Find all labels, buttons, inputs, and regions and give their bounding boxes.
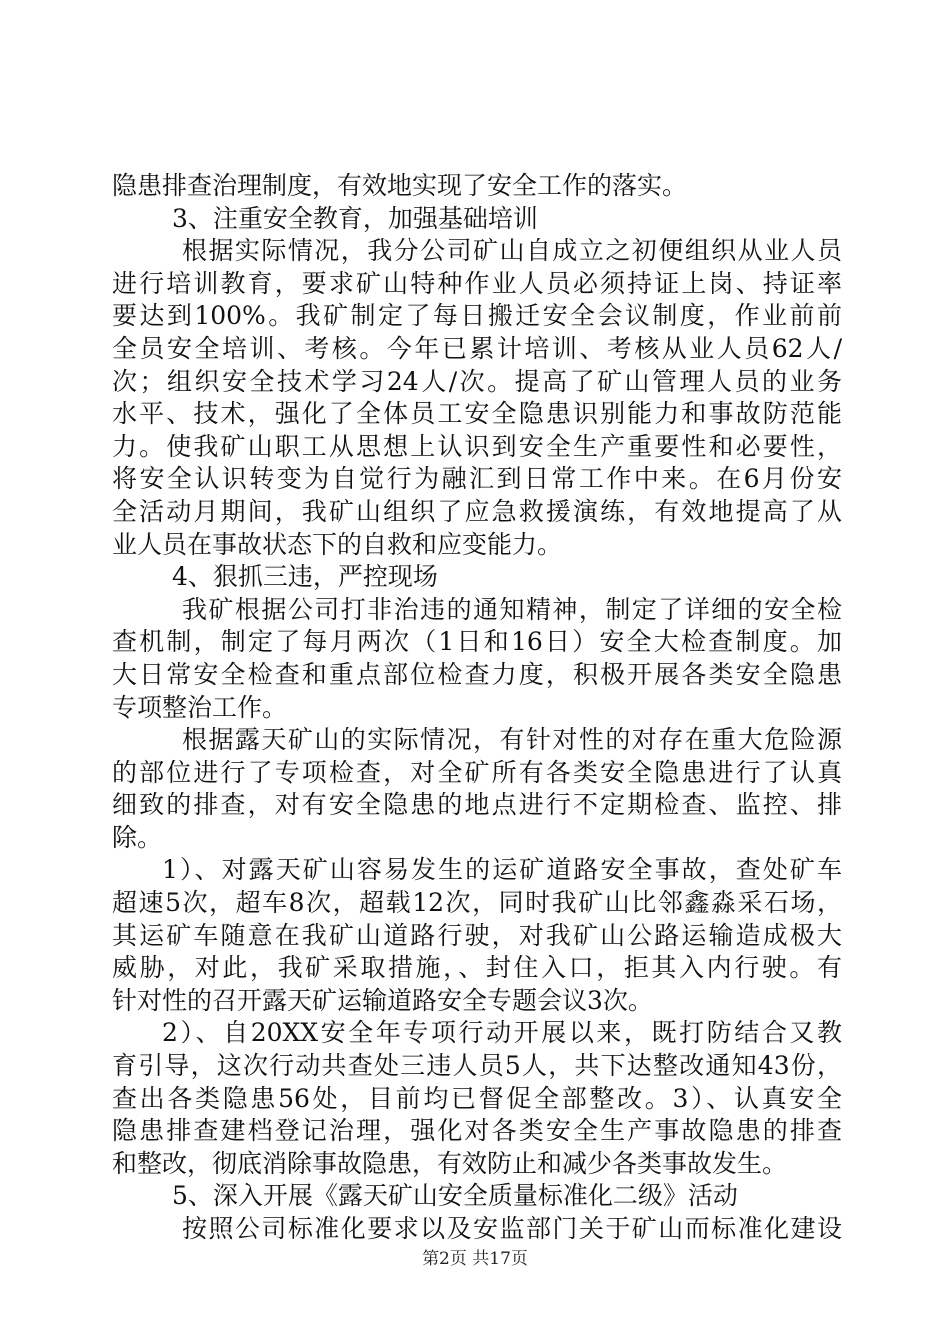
text-line: 要达到100%。我矿制定了每日搬迁安全会议制度，作业前前 [112,301,842,331]
text-line: 超速5次，超车8次，超载12次，同时我矿山比邻鑫淼采石场， [112,888,842,918]
text-line: 和整改，彻底消除事故隐患，有效防止和减少各类事故发生。 [112,1148,788,1178]
text-line: 细致的排查，对有安全隐患的地点进行不定期检查、监控、排 [112,790,842,820]
text-line: 查出各类隐患56处，目前均已督促全部整改。3）、认真安全 [112,1083,842,1113]
text-line: 全员安全培训、考核。今年已累计培训、考核从业人员62人/ [112,333,842,363]
text-line: 隐患排查治理制度，有效地实现了安全工作的落实。 [112,171,688,200]
text-line: 我矿根据公司打非治违的通知精神，制定了详细的安全检 [182,594,842,624]
text-line: 查机制，制定了每月两次（1日和16日）安全大检查制度。加 [112,627,842,657]
text-line: 育引导，这次行动共查处三违人员5人，共下达整改通知43份， [112,1051,842,1081]
section-heading: 3、注重安全教育，加强基础培训 [172,203,538,233]
text-line: 按照公司标准化要求以及安监部门关于矿山而标准化建设 [182,1214,842,1243]
text-line: 其运矿车随意在我矿山道路行驶，对我矿山公路运输造成极大 [112,920,842,950]
text-line: 2）、自20XX安全年专项行动开展以来，既打防结合又教 [162,1018,842,1048]
text-line: 根据露天矿山的实际情况，有针对性的对存在重大危险源 [182,725,842,755]
text-line: 力。使我矿山职工从思想上认识到安全生产重要性和必要性， [112,431,842,461]
text-line: 针对性的召开露天矿运输道路安全专题会议3次。 [112,985,653,1015]
text-line: 大日常安全检查和重点部位检查力度，积极开展各类安全隐患 [112,659,842,689]
text-line: 专项整治工作。 [112,692,288,722]
text-line: 威胁，对此，我矿采取措施，、封住入口，拒其入内行驶。有 [112,953,842,983]
text-line: 除。 [112,822,163,852]
text-line: 全活动月期间，我矿山组织了应急救援演练，有效地提高了从 [112,496,842,526]
text-line: 隐患排查建档登记治理，强化对各类安全生产事故隐患的排查 [112,1116,842,1146]
text-line: 将安全认识转变为自觉行为融汇到日常工作中来。在6月份安 [112,464,842,494]
text-line: 根据实际情况，我分公司矿山自成立之初便组织从业人员 [182,236,842,266]
text-line: 水平、技术，强化了全体员工安全隐患识别能力和事故防范能 [112,399,842,429]
document-body [112,170,842,1246]
text-line: 的部位进行了专项检查，对全矿所有各类安全隐患进行了认真 [112,757,842,787]
text-line: 进行培训教育，要求矿山特种作业人员必须持证上岗、持证率 [112,268,842,298]
section-heading: 5、深入开展《露天矿山安全质量标准化二级》活动 [172,1181,738,1211]
text-line: 1）、对露天矿山容易发生的运矿道路安全事故，查处矿车 [162,855,842,885]
text-line: 业人员在事故状态下的自救和应变能力。 [112,529,563,559]
page-number-footer: 第2页 共17页 [422,1249,528,1269]
text-line: 次；组织安全技术学习24人/次。提高了矿山管理人员的业务 [112,366,842,396]
section-heading: 4、狠抓三违，严控现场 [172,562,438,592]
